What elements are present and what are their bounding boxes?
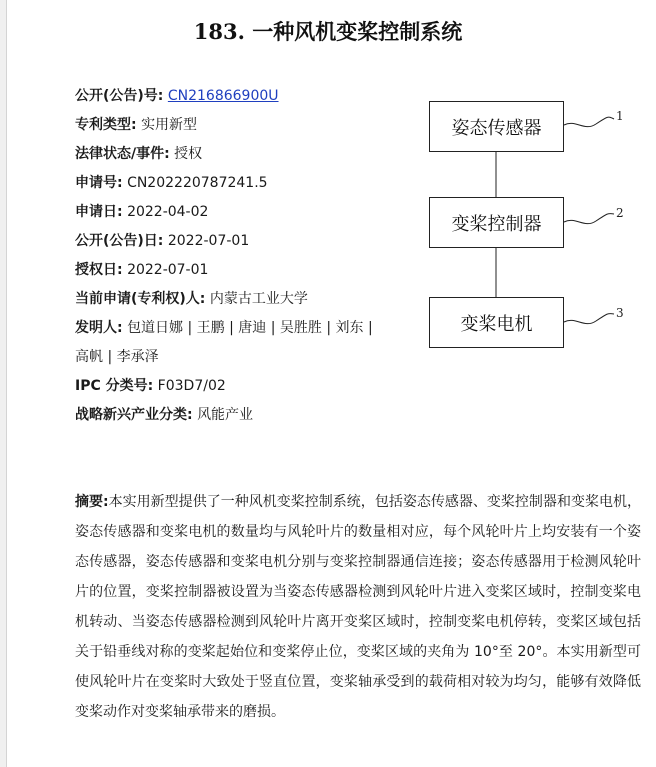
abstract [75, 487, 641, 727]
ipc-label: IPC 分类号: [75, 378, 154, 394]
diagram-number-2: 2 [616, 206, 624, 220]
app-date-row [75, 198, 405, 227]
app-no-row [75, 169, 405, 198]
legal-status-label: 法律状态/事件: [75, 146, 170, 162]
leader-line-2 [564, 214, 614, 224]
patent-type-value: 实用新型 [141, 117, 198, 133]
grant-date-label: 授权日: [75, 262, 123, 278]
grant-date-value: 2022-07-01 [127, 262, 209, 278]
diagram-box-pitch-motor: 变桨电机 [429, 297, 564, 348]
patent-type-row [75, 111, 405, 140]
pub-date-label: 公开(公告)日: [75, 233, 164, 249]
app-date-value: 2022-04-02 [127, 204, 209, 220]
inventors-label: 发明人: [75, 320, 123, 336]
patent-type-label: 专利类型: [75, 117, 137, 133]
pub-no-label: 公开(公告)号: [75, 88, 164, 104]
leader-line-1 [564, 117, 614, 127]
app-no-label: 申请号: [75, 175, 123, 191]
diagram-number-3: 3 [616, 306, 624, 320]
industry-label: 战略新兴产业分类: [75, 407, 193, 423]
pub-no-link[interactable]: CN216866900U [167, 88, 279, 104]
system-diagram [420, 92, 650, 362]
page-title: 183. 一种风机变桨控制系统 [193, 19, 463, 44]
abstract-text: 本实用新型提供了一种风机变桨控制系统，包括姿态传感器、变桨控制器和变桨电机，姿态传感器和变桨电机的数量均与风轮叶片的数量相对应，每个风轮叶片上均安装有一个姿态传感器，姿态传感器和变桨电机分别与变桨控制器通信连接；姿态传感器用于检测风轮叶片的位置，变桨控制器被设置为当姿态传感器检测到风轮叶片进入变桨区域时，控制变桨电机转动、当姿态传感器检测到风轮叶片离开变桨区域时，控制变桨电机停转，变桨区域包括关于铅垂线对称的变桨起始位和变桨停止位，变桨区域的夹角为 10°至 20°。本实用新型可使风轮叶片在变桨时大致处于竖直位置，变桨轴承受到的载荷相对较为均匀，能够有效降低变桨动作对变桨轴承带来的磨损。 [75, 494, 641, 720]
pub-date-value: 2022-07-01 [167, 233, 250, 249]
legal-status-row [75, 140, 405, 169]
leader-line-3 [564, 314, 614, 324]
grant-date-row [75, 256, 405, 285]
legal-status-value: 授权 [174, 146, 203, 162]
patent-metadata [75, 82, 405, 430]
diagram-number-1: 1 [616, 109, 624, 123]
applicant-value: 内蒙古工业大学 [209, 291, 308, 307]
app-no-value: CN202220787241.5 [127, 175, 268, 191]
pub-no-row [75, 82, 405, 111]
inventors-value: 包道日娜 | 王鹏 | 唐迪 | 吴胜胜 | 刘东 |高帆 | 李承泽 [75, 320, 373, 365]
abstract-label: 摘要: [75, 494, 109, 510]
industry-row [75, 401, 405, 430]
ipc-row [75, 372, 405, 401]
applicant-label: 当前申请(专利权)人: [75, 291, 206, 307]
diagram-box-attitude-sensor: 姿态传感器 [429, 101, 564, 152]
inventors-row [75, 314, 375, 372]
app-date-label: 申请日: [75, 204, 123, 220]
diagram-box-pitch-controller: 变桨控制器 [429, 197, 564, 248]
page-edge [0, 0, 7, 767]
pub-date-row [75, 227, 405, 256]
applicant-row [75, 285, 405, 314]
ipc-value: F03D7/02 [157, 378, 226, 394]
industry-value: 风能产业 [197, 407, 254, 423]
